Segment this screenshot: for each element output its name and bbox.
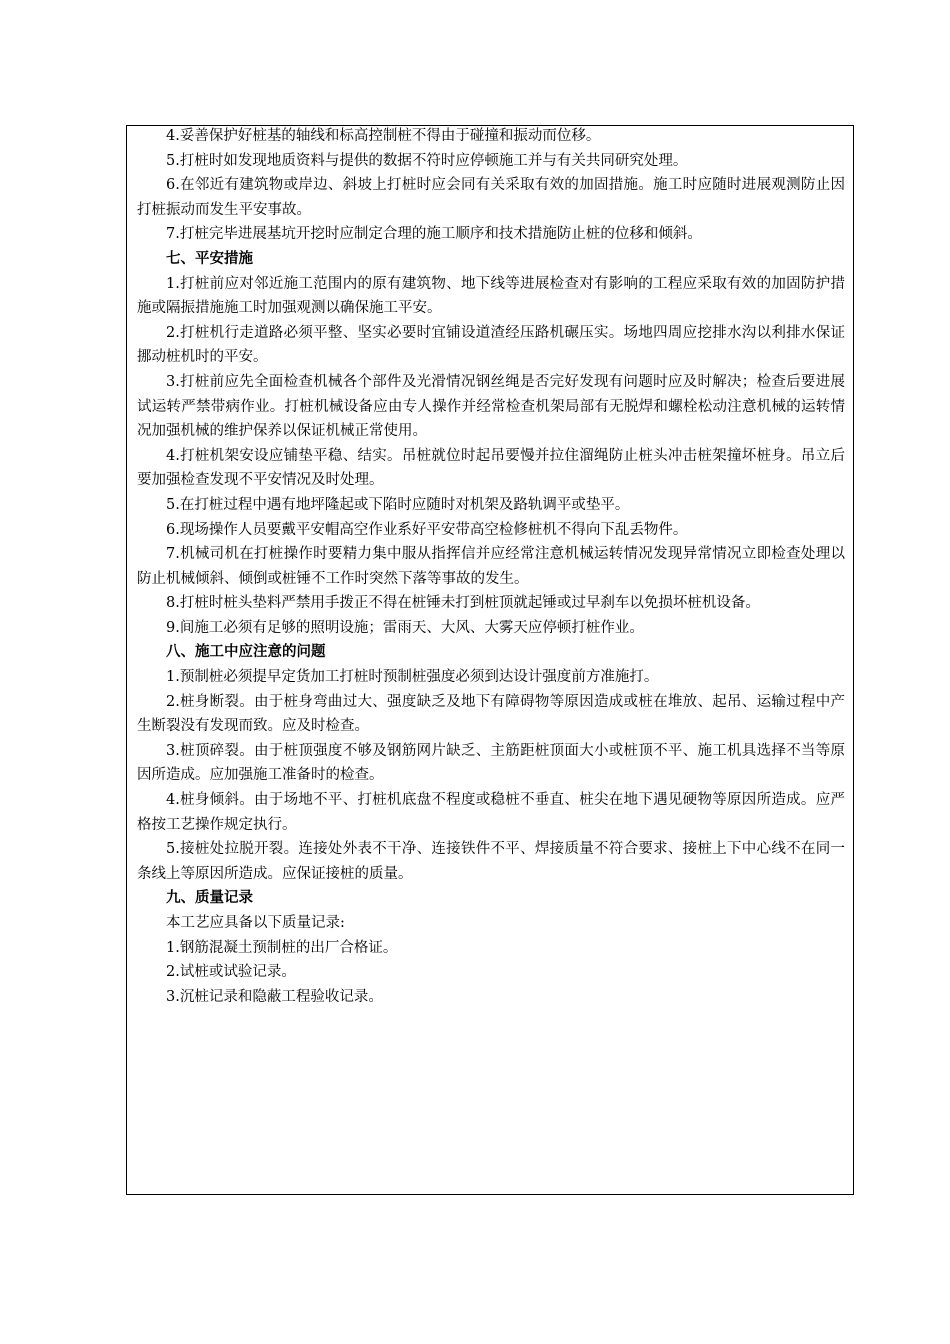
- paragraph: 6.现场操作人员要戴平安帽高空作业系好平安带高空检修桩机不得向下乱丢物件。: [166, 521, 688, 538]
- paragraph: 2.桩身断裂。由于桩身弯曲过大、强度缺乏及地下有障碍物等原因造成或桩在堆放、起吊、运输过程中产生断裂没有发现而致。应及时检查。: [137, 693, 845, 735]
- paragraph: 5.在打桩过程中遇有地坪隆起或下陷时应随时对机架及路轨调平或垫平。: [166, 496, 630, 513]
- paragraph: 1.打桩前应对邻近施工范围内的原有建筑物、地下线等进展检查对有影响的工程应采取有效的加固防护措施或隔振措施施工时加强观测以确保施工平安。: [137, 275, 845, 317]
- paragraph: 6.在邻近有建筑物或岸边、斜坡上打桩时应会同有关采取有效的加固措施。施工时应随时进展观测防止因打桩振动而发生平安事故。: [137, 177, 845, 218]
- document-body: [137, 124, 845, 1009]
- paragraph: 8.打桩时桩头垫料严禁用手拨正不得在桩锤未打到桩顶就起锤或过早刹车以免损坏桩机设备。: [166, 595, 760, 612]
- paragraph: 2.试桩或试验记录。: [166, 964, 296, 981]
- paragraph: 4.打桩机架安设应铺垫平稳、结实。吊桩就位时起吊要慢并拉住溜绳防止桩头冲击桩架撞坏桩身。吊立后要加强检查发现不平安情况及时处理。: [137, 447, 845, 489]
- paragraph: 7.机械司机在打桩操作时要精力集中服从指挥信并应经常注意机械运转情况发现异常情况立即检查处理以防止机械倾斜、倾倒或桩锤不工作时突然下落等事故的发生。: [137, 546, 845, 587]
- section-heading: 七、平安措施: [166, 249, 253, 267]
- paragraph: 2.打桩机行走道路必须平整、坚实必要时宜铺设道渣经压路机碾压实。场地四周应挖排水沟以利排水保证挪动桩机时的平安。: [137, 324, 845, 366]
- paragraph: 7.打桩完毕进展基坑开挖时应制定合理的施工顺序和技术措施防止桩的位移和倾斜。: [166, 226, 702, 243]
- section-heading: 九、质量记录: [166, 889, 253, 907]
- paragraph: 4.桩身倾斜。由于场地不平、打桩机底盘不程度或稳桩不垂直、桩尖在地下遇见硬物等原因所造成。应严格按工艺操作规定执行。: [137, 792, 845, 833]
- section-heading: 八、施工中应注意的问题: [166, 643, 326, 661]
- paragraph: 4.妥善保护好桩基的轴线和标高控制桩不得由于碰撞和振动而位移。: [166, 128, 601, 144]
- paragraph: 3.沉桩记录和隐蔽工程验收记录。: [166, 988, 383, 1005]
- paragraph: 本工艺应具备以下质量记录:: [166, 915, 345, 931]
- paragraph: 3.打桩前应先全面检查机械各个部件及光滑情况钢丝绳是否完好发现有问题时应及时解决；检查后要进展试运转严禁带病作业。打桩机械设备应由专人操作并经常检查机架局部有无脱焊和螺栓松动注意机械的运转情况加强机械的维护保养以保证机械正常使用。: [137, 373, 845, 440]
- paragraph: 1.预制桩必须提早定货加工打桩时预制桩强度必须到达设计强度前方准施打。: [166, 669, 659, 686]
- paragraph: 5.接桩处拉脱开裂。连接处外表不干净、连接铁件不平、焊接质量不符合要求、接桩上下中心线不在同一条线上等原因所造成。应保证接桩的质量。: [137, 841, 845, 882]
- paragraph: 5.打桩时如发现地质资料与提供的数据不符时应停顿施工并与有关共同研究处理。: [166, 152, 688, 169]
- paragraph: 1.钢筋混凝土预制桩的出厂合格证。: [166, 939, 398, 956]
- paragraph: 9.间施工必须有足够的照明设施；雷雨天、大风、大雾天应停顿打桩作业。: [166, 619, 644, 636]
- paragraph: 3.桩顶碎裂。由于桩顶强度不够及钢筋网片缺乏、主筋距桩顶面大小或桩顶不平、施工机具选择不当等原因所造成。应加强施工准备时的检查。: [137, 742, 845, 784]
